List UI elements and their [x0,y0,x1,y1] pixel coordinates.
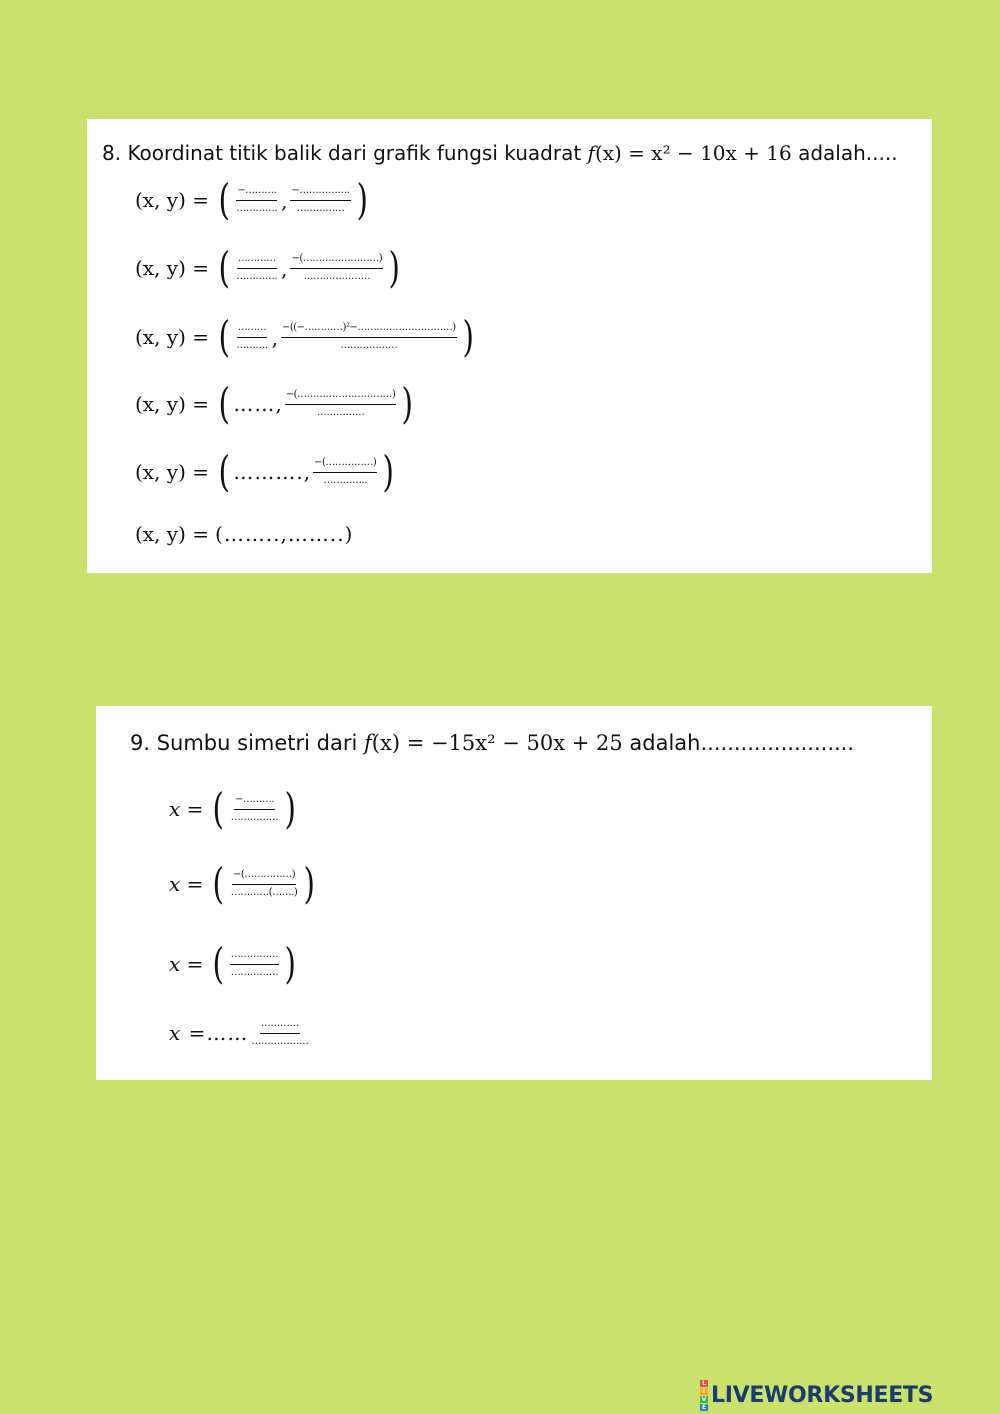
question-9-title [130,731,854,755]
blank-denominator[interactable]: ……………… [340,339,398,351]
blank-numerator[interactable]: −………. [236,185,277,201]
logo-letter: V [701,1395,707,1403]
open-paren: ( [218,447,230,496]
lhs-label: x = [169,952,204,976]
blank-numerator[interactable]: …………… [230,949,280,965]
close-paren: ) [382,447,395,496]
function-arg: (x) [371,731,401,755]
step-row-final [135,522,353,546]
question-8-title [102,141,898,165]
step-row-3 [135,312,477,361]
function-equation: = x² − 10x + 16 [621,141,792,165]
blank-numerator[interactable]: ……… [237,322,268,338]
step-row-5 [135,447,398,496]
blank-denominator[interactable]: …………(…….) [230,886,298,898]
blank-denominator[interactable]: ……………… [251,1035,309,1047]
axis-step-1 [169,784,300,833]
fraction [230,794,280,824]
step-row-4 [135,379,417,428]
blank-x[interactable]: ……, [233,392,283,416]
blank-numerator[interactable]: −(……………) [313,457,377,473]
question-9-card [96,706,932,1080]
blank-denominator[interactable]: ………. [236,339,268,351]
lhs-label: (x, y) = [135,325,210,349]
question-8-suffix: adalah..... [791,141,898,165]
fraction-x [235,322,268,352]
comma: , [281,189,288,213]
open-paren: ( [212,859,225,908]
lhs-label: (x, y) = [135,460,210,484]
blank-denominator[interactable]: …………… [230,966,279,978]
blank-numerator[interactable]: ………… [237,253,277,269]
blank-numerator[interactable]: −(……………) [232,869,296,885]
liveworksheets-logo[interactable] [700,1379,933,1411]
blank-numerator[interactable]: −(…………………………) [285,389,397,405]
fraction-x [235,253,278,283]
blank-numerator[interactable]: ………… [260,1018,300,1034]
close-paren: ) [388,243,401,292]
answer-blank[interactable]: x =…… [169,1021,249,1045]
logo-letter: L [700,1380,708,1387]
fraction-x [235,185,278,215]
lhs-label: (x, y) = [135,256,210,280]
blank-numerator[interactable]: −((−…………)²−…………………………) [281,322,457,338]
axis-step-final [169,1018,311,1048]
blank-denominator[interactable]: …………… [230,811,279,823]
fraction-y [290,185,350,215]
lhs-label: x = [169,797,204,821]
comma: , [281,257,288,281]
lhs-label: x = [169,872,204,896]
close-paren: ) [355,175,368,224]
close-paren: ) [401,379,414,428]
step-row-1 [135,175,371,224]
blank-x[interactable]: ………., [233,460,312,484]
blank-denominator[interactable]: …………… [316,406,365,418]
comma: , [271,326,278,350]
fraction-y [285,389,397,419]
logo-text: LIVEWORKSHEETS [711,1382,934,1408]
axis-step-2 [169,859,319,908]
open-paren: ( [218,175,230,224]
close-paren: ) [303,859,316,908]
question-9-text: 9. Sumbu simetri dari [130,731,364,755]
answer-blank[interactable]: (……..,……..) [215,522,354,546]
blank-numerator[interactable]: −(……………………) [290,253,383,269]
lhs-label: (x, y) = [135,188,210,212]
open-paren: ( [218,379,230,428]
fraction-y [281,322,457,352]
function-arg: (x) [594,141,622,165]
fraction [230,949,280,979]
open-paren: ( [218,312,230,361]
close-paren: ) [284,784,297,833]
blank-denominator[interactable]: …………… [296,202,345,214]
logo-letter: I [700,1388,708,1395]
close-paren: ) [284,939,297,988]
fraction-y [313,457,377,487]
question-9-suffix: adalah....................... [622,731,855,755]
open-paren: ( [212,939,225,988]
open-paren: ( [218,243,230,292]
lhs-label: (x, y) = [135,392,210,416]
blank-denominator[interactable]: …………. [236,270,278,282]
step-row-2 [135,243,404,292]
blank-numerator[interactable]: −……………. [290,185,350,201]
blank-denominator[interactable]: …………. [236,202,278,214]
question-8-card [87,119,932,573]
open-paren: ( [212,784,225,833]
fraction [230,869,298,899]
blank-denominator[interactable]: ………….. [323,474,367,486]
fraction [250,1018,309,1048]
lhs-label: (x, y) = [135,522,210,546]
function-name: f [364,731,372,755]
axis-step-3 [169,939,300,988]
function-name: f [587,141,595,165]
close-paren: ) [462,312,474,361]
question-8-text: 8. Koordinat titik balik dari grafik fungsi kuadrat [102,141,588,165]
function-equation: = −15x² − 50x + 25 [400,731,623,755]
logo-mark-icon [700,1379,708,1411]
fraction-y [290,253,383,283]
blank-denominator[interactable]: ………………… [303,270,371,282]
blank-numerator[interactable]: −………. [234,794,275,810]
logo-letter: E [701,1403,707,1411]
